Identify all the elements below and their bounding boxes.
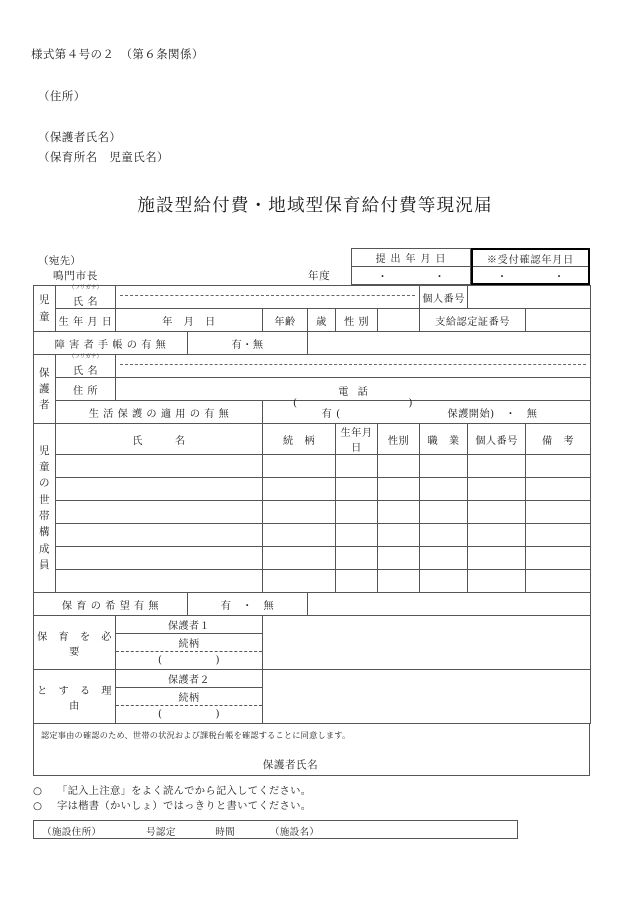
household-cell-occupation[interactable] xyxy=(420,570,468,593)
guardian1-reason-input[interactable] xyxy=(263,616,591,670)
household-cell-gender[interactable] xyxy=(378,455,420,478)
child-birth-row xyxy=(34,309,591,332)
household-cell-remarks[interactable] xyxy=(526,478,591,501)
recipient-label: （宛先） xyxy=(38,255,82,267)
household-cell-occupation[interactable] xyxy=(420,455,468,478)
household-cell-relation[interactable] xyxy=(263,524,336,547)
table-row xyxy=(34,501,591,524)
child-age-label: 年齢 xyxy=(263,309,308,332)
guardian-name-row xyxy=(34,355,591,378)
guardian-name-label: 氏 名 xyxy=(72,365,99,377)
table-row xyxy=(34,570,591,593)
child-birthdate-label: 生 年 月 日 xyxy=(56,309,116,332)
table-row xyxy=(34,455,591,478)
household-col-gender: 性別 xyxy=(378,424,420,455)
submit-date-dots: ・ ・ xyxy=(377,272,454,283)
guardian1-subtable xyxy=(116,616,262,669)
address-label: （住所） xyxy=(38,89,86,103)
household-cell-occupation[interactable] xyxy=(420,478,468,501)
instruction-note-1 xyxy=(33,782,311,797)
childcare-wish-remainder[interactable] xyxy=(308,593,591,616)
welfare-options[interactable]: 有 ( 保護開始) ・ 無 xyxy=(263,401,591,424)
household-col-remarks: 備 考 xyxy=(526,424,591,455)
receipt-confirm-label: ※受付確認年月日 xyxy=(473,250,588,267)
guardian2-block xyxy=(116,670,263,724)
household-cell-name[interactable] xyxy=(56,524,263,547)
household-vertical-label: 児 童 の 世 帯 構 成 員 xyxy=(34,424,56,593)
household-cell-name[interactable] xyxy=(56,570,263,593)
receipt-confirm-dots: ・ ・ xyxy=(497,271,573,283)
guardian1-block xyxy=(116,616,263,670)
guardian1-relation-label: 続柄 xyxy=(116,634,262,652)
childcare-reason-guardian2-row xyxy=(34,670,591,724)
child-my-number-label: 個人番号 xyxy=(420,286,468,309)
household-cell-relation[interactable] xyxy=(263,547,336,570)
consent-box xyxy=(33,723,590,776)
household-cell-remarks[interactable] xyxy=(526,570,591,593)
disability-options[interactable]: 有・無 xyxy=(188,332,308,355)
guardian-address-input[interactable] xyxy=(116,378,591,409)
household-cell-occupation[interactable] xyxy=(420,501,468,524)
guardian-address-row xyxy=(34,378,591,401)
guardian-furigana-dashed-line xyxy=(120,364,586,365)
child-birthdate-input[interactable]: 年 月 日 xyxy=(116,309,263,332)
household-cell-birthdate[interactable] xyxy=(336,547,378,570)
guardian2-reason-input[interactable] xyxy=(263,670,591,724)
child-my-number-input[interactable] xyxy=(468,286,591,309)
household-cell-name[interactable] xyxy=(56,478,263,501)
guardian2-relation-label: 続柄 xyxy=(116,688,262,706)
guardian2-subtable xyxy=(116,670,262,723)
childcare-wish-label: 保 育 の 希 望 有 無 xyxy=(34,593,188,616)
receipt-confirm-column xyxy=(471,248,590,285)
instruction-note-2-text: 字は楷書（かいしょ）ではっきりと書いてください。 xyxy=(57,800,312,812)
child-vertical-label: 児 童 xyxy=(34,286,56,332)
childcare-wish-row xyxy=(34,593,591,616)
childcare-wish-options[interactable]: 有 ・ 無 xyxy=(188,593,308,616)
disability-remainder[interactable] xyxy=(308,332,591,355)
household-cell-relation[interactable] xyxy=(263,501,336,524)
childcare-reason-label-1: 保 育 を 必 要 xyxy=(34,616,116,670)
instruction-note-2 xyxy=(33,797,311,812)
household-cell-birthdate[interactable] xyxy=(336,524,378,547)
household-cell-name[interactable] xyxy=(56,455,263,478)
date-header-box xyxy=(351,248,590,285)
guardian1-label: 保護者１ xyxy=(116,616,262,634)
receipt-confirm-value[interactable] xyxy=(473,267,588,283)
telephone-label: 電 話 xyxy=(338,387,371,398)
guardian-name-label: （保護者氏名） xyxy=(38,130,122,144)
facility-line: （施設住所） 号認定 時間 （施設名） xyxy=(42,827,320,838)
instruction-note-1-text: 「記入上注意」をよく読んでから記入してください。 xyxy=(57,785,312,797)
household-cell-remarks[interactable] xyxy=(526,501,591,524)
submit-date-label: 提 出 年 月 日 xyxy=(352,249,470,267)
household-cell-gender[interactable] xyxy=(378,501,420,524)
household-cell-remarks[interactable] xyxy=(526,547,591,570)
household-cell-birthdate[interactable] xyxy=(336,455,378,478)
child-gender-label: 性 別 xyxy=(336,309,378,332)
telephone-input[interactable]: ( ) xyxy=(293,398,414,409)
household-cell-mynumber[interactable] xyxy=(468,524,526,547)
household-cell-occupation[interactable] xyxy=(420,547,468,570)
child-gender-input[interactable] xyxy=(378,309,420,332)
household-cell-relation[interactable] xyxy=(263,478,336,501)
household-cell-name[interactable] xyxy=(56,501,263,524)
bullet-circle-icon: ○ xyxy=(33,800,43,812)
child-name-row xyxy=(34,286,591,309)
household-cell-name[interactable] xyxy=(56,547,263,570)
child-disability-row xyxy=(34,332,591,355)
guardian-name-input[interactable] xyxy=(116,355,591,378)
household-cell-gender[interactable] xyxy=(378,524,420,547)
household-cell-birthdate[interactable] xyxy=(336,501,378,524)
household-cell-relation[interactable] xyxy=(263,455,336,478)
household-cell-birthdate[interactable] xyxy=(336,478,378,501)
consent-signature-label[interactable]: 保護者氏名 xyxy=(262,759,319,771)
household-col-occupation: 職 業 xyxy=(420,424,468,455)
household-col-relation: 続 柄 xyxy=(263,424,336,455)
childcare-reason-label-2: と す る 理 由 xyxy=(34,670,116,724)
household-cell-mynumber[interactable] xyxy=(468,455,526,478)
household-col-name: 氏 名 xyxy=(56,424,263,455)
household-cell-gender[interactable] xyxy=(378,478,420,501)
guardian-vertical-label: 保 護 者 xyxy=(34,355,56,424)
household-cell-remarks[interactable] xyxy=(526,455,591,478)
submit-date-value[interactable] xyxy=(352,267,470,284)
guardian1-relation-input[interactable]: ( ) xyxy=(158,655,220,666)
guardian-name-label-cell xyxy=(56,355,116,378)
submit-date-column xyxy=(351,248,471,285)
disability-label: 障 害 者 手 帳 の 有 無 xyxy=(34,332,188,355)
child-name-label: 氏 名 xyxy=(72,296,99,308)
household-header-row xyxy=(34,424,591,455)
household-cell-mynumber[interactable] xyxy=(468,547,526,570)
household-cell-birthdate[interactable] xyxy=(336,570,378,593)
fiscal-year-label: 年度 xyxy=(308,270,331,282)
welfare-label: 生 活 保 護 の 適 用 の 有 無 xyxy=(56,401,263,424)
recipient-name: 鳴門市長 xyxy=(53,270,99,282)
guardian-address-label: 住 所 xyxy=(56,378,116,401)
consent-text: 認定事由の確認のため、世帯の状況および課税台帳を確認することに同意します。 xyxy=(41,730,351,740)
household-cell-mynumber[interactable] xyxy=(468,501,526,524)
bullet-circle-icon: ○ xyxy=(33,785,43,797)
household-cell-occupation[interactable] xyxy=(420,524,468,547)
child-name-input[interactable] xyxy=(116,286,420,309)
household-cell-gender[interactable] xyxy=(378,570,420,593)
table-row xyxy=(34,524,591,547)
guardian-furigana-label: （フリガナ） xyxy=(68,354,103,361)
page-title: 施設型給付費・地域型保育給付費等現況届 xyxy=(137,196,493,216)
table-row xyxy=(34,547,591,570)
child-certificate-number-input[interactable] xyxy=(526,309,591,332)
household-col-birthdate: 生年月日 xyxy=(336,424,378,455)
household-cell-gender[interactable] xyxy=(378,547,420,570)
guardian2-relation-input[interactable]: ( ) xyxy=(158,709,220,720)
household-cell-mynumber[interactable] xyxy=(468,478,526,501)
childcare-reason-guardian1-row xyxy=(34,616,591,670)
facility-box[interactable] xyxy=(33,820,518,839)
household-cell-remarks[interactable] xyxy=(526,524,591,547)
household-cell-mynumber[interactable] xyxy=(468,570,526,593)
guardian2-label: 保護者２ xyxy=(116,670,262,688)
household-col-mynumber: 個人番号 xyxy=(468,424,526,455)
child-furigana-label: （フリガナ） xyxy=(68,285,103,292)
household-cell-relation[interactable] xyxy=(263,570,336,593)
nursery-child-name-label: （保育所名 児童氏名） xyxy=(38,150,169,164)
form-number: 様式第４号の２ （第６条関係） xyxy=(31,47,204,61)
child-age-unit[interactable]: 歳 xyxy=(308,309,336,332)
child-name-label-cell xyxy=(56,286,116,309)
furigana-dashed-line xyxy=(120,295,415,296)
main-form-table xyxy=(33,285,591,724)
table-row xyxy=(34,478,591,501)
child-certificate-number-label: 支給認定証番号 xyxy=(420,309,526,332)
